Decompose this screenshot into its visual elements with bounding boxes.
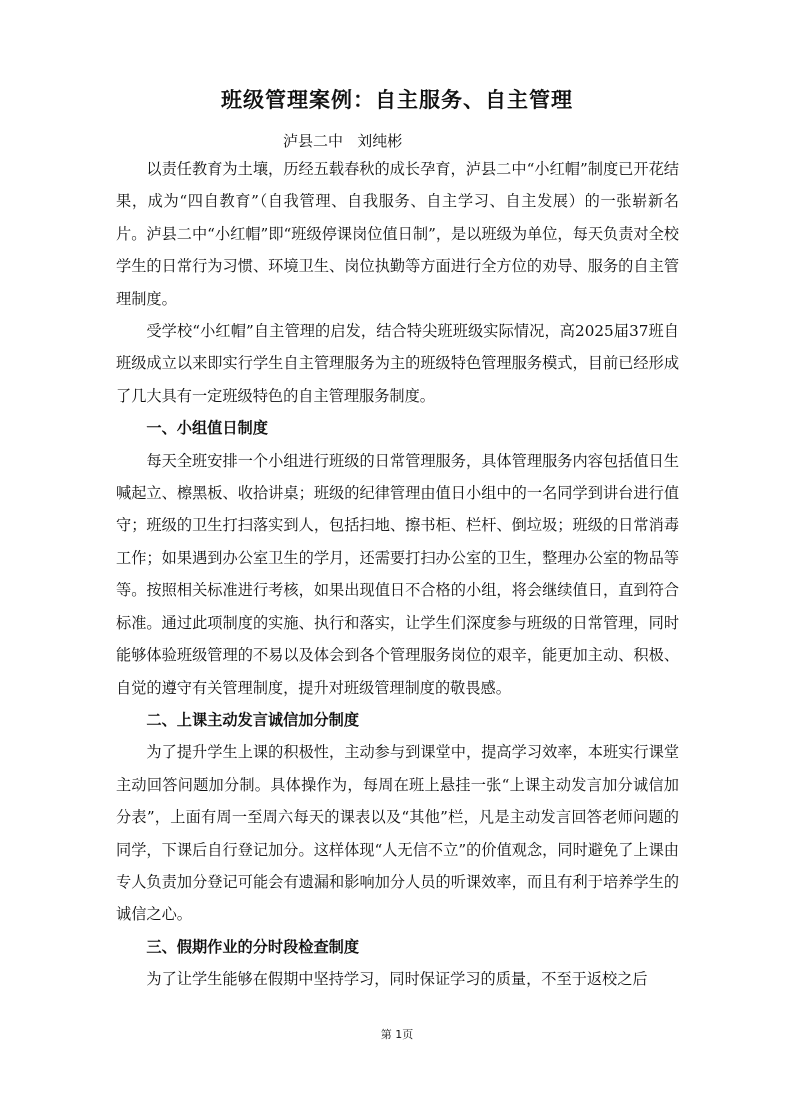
section-heading-3: 三、假期作业的分时段检查制度 [146, 937, 360, 956]
page-title: 班级管理案例：自主服务、自主管理 [221, 88, 573, 112]
section-text-2: 为了提升学生上课的积极性，主动参与到课堂中，提高学习效率，本班实行课堂主动回答问题加分制。具体操作为，每周在班上悬挂一张“上课主动发言加分诚信加分表”，上面有周一至周六每天的课表以及“其他”栏，凡是主动发言回答老师问题的同学，下课后自行登记加分。这样体现“人无信不立”的价值观念，同时避免了上课由专人负责加分登记可能会有遗漏和影响加分人员的听课效率，而且有利于培养学生的诚信之心。 [116, 743, 679, 924]
document-body [116, 153, 679, 996]
section-heading-2: 二、上课主动发言诚信加分制度 [146, 710, 360, 729]
section-text-3: 为了让学生能够在假期中坚持学习，同时保证学习的质量，不至于返校之后 [146, 970, 648, 989]
intro-paragraph-2: 受学校“小红帽”自主管理的启发，结合特尖班班级实际情况，高2025届37班自班级成立以来即实行学生自主管理服务为主的班级特色管理服务模式，目前已经形成了几大具有一定班级特色的自主管理服务制度。 [116, 322, 679, 405]
section-heading-1: 一、小组值日制度 [146, 419, 268, 438]
section-text-1: 每天全班安排一个小组进行班级的日常管理服务，具体管理服务内容包括值日生喊起立、檫黑板、收拾讲桌；班级的纪律管理由值日小组中的一名同学到讲台进行值守；班级的卫生打扫落实到人，包括扫地、擦书柜、栏杆、倒垃圾；班级的日常消毒工作；如果遇到办公室卫生的学月，还需要打扫办公室的卫生，整理办公室的物品等等。按照相关标准进行考核，如果出现值日不合格的小组，将会继续值日，直到符合标准。通过此项制度的实施、执行和落实，让学生们深度参与班级的日常管理，同时能够体验班级管理的不易以及体会到各个管理服务岗位的艰辛，能更加主动、积极、自觉的遵守有关管理制度，提升对班级管理制度的敬畏感。 [116, 451, 679, 697]
page-number: 第 1页 [380, 1028, 414, 1041]
intro-paragraph-1: 以责任教育为土壤，历经五载春秋的成长孕育，泸县二中“小红帽”制度已开花结果，成为“四自教育”（自我管理、自我服务、自主学习、自主发展）的一张崭新名片。泸县二中“小红帽”即“班级停课岗位值日制”，是以班级为单位，每天负责对全校学生的日常行为习惯、环境卫生、岗位执勤等方面进行全方位的劝导、服务的自主管理制度。 [116, 160, 679, 308]
author-line: 泸县二中 刘纯彬 [283, 132, 403, 150]
